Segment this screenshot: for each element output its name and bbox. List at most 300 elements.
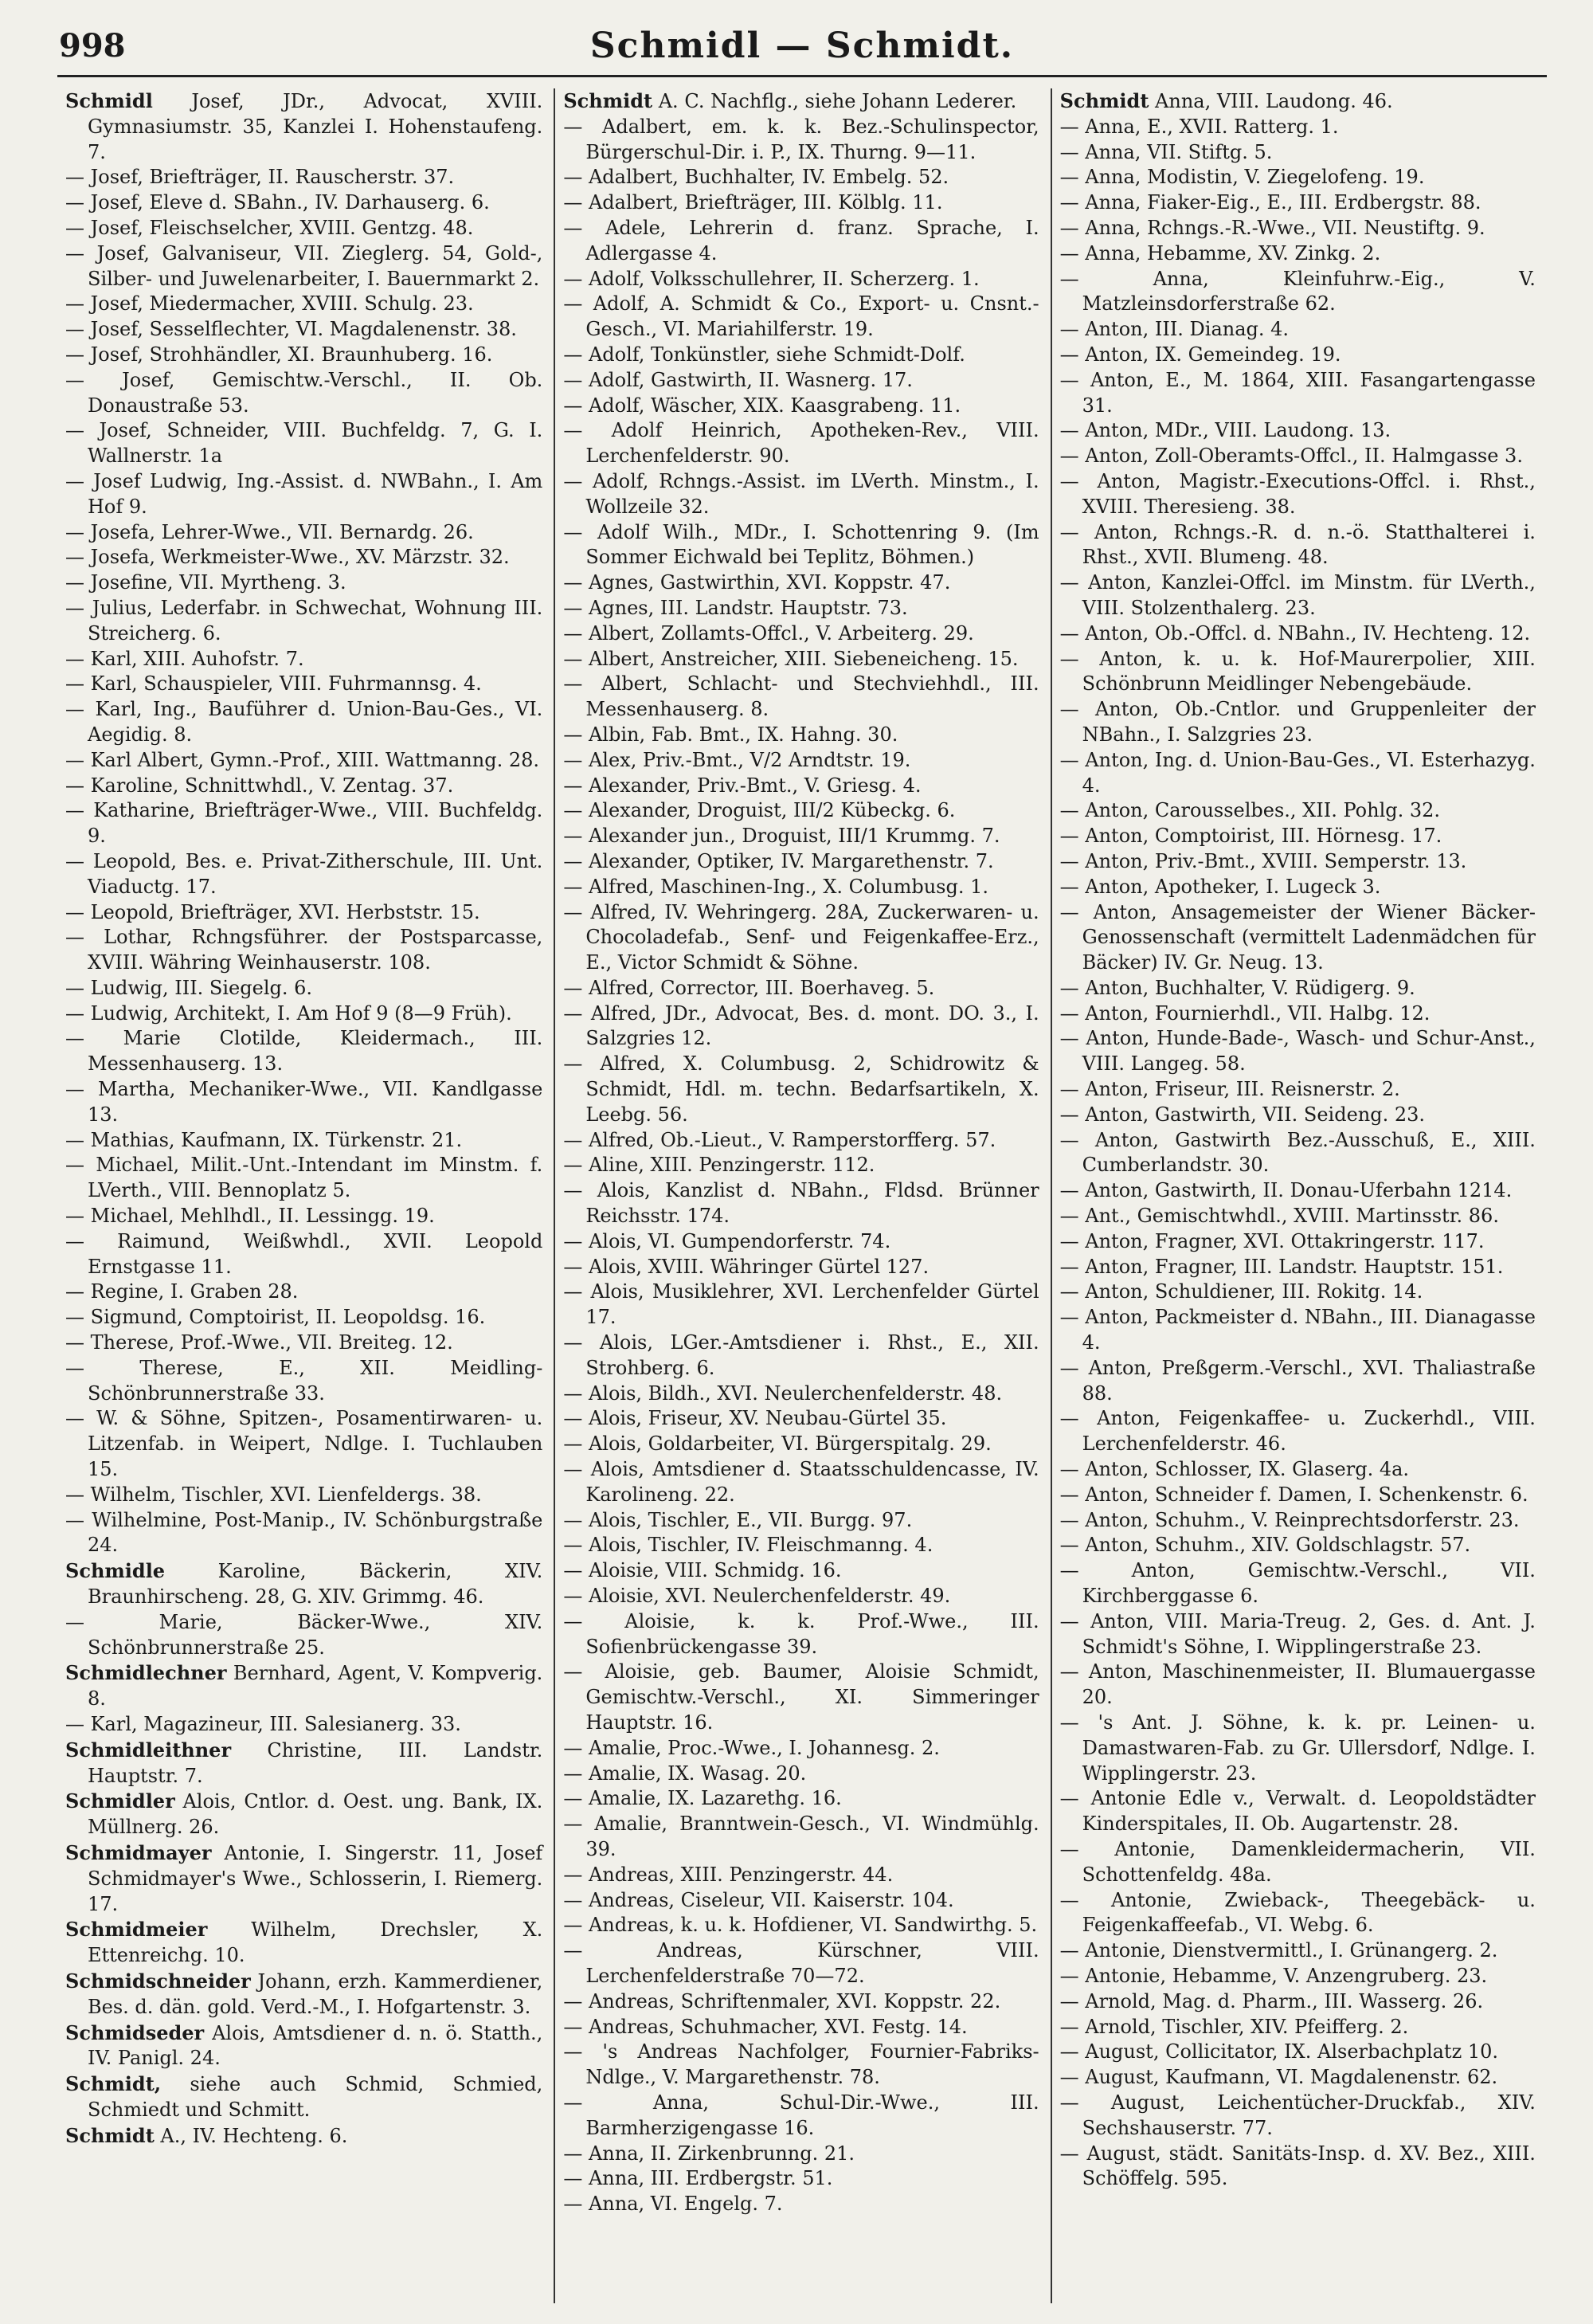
- entry-text: — Anton, Rchngs.-R. d. n.-ö. Statthalterei i. Rhst., XVII. Blumeng. 48.: [1059, 520, 1536, 569]
- entry-text: — Arnold, Tischler, XIV. Pfeifferg. 2.: [1059, 2015, 1409, 2038]
- directory-entry: [563, 2142, 1039, 2167]
- directory-entry: [1060, 368, 1536, 419]
- entry-text: — Alfred, Ob.-Lieut., V. Ramperstorfferg. 57.: [563, 1128, 996, 1151]
- directory-entry: [563, 190, 1039, 216]
- directory-entry: [1060, 1280, 1536, 1305]
- directory-entry: [1060, 241, 1536, 267]
- directory-entry: [563, 520, 1039, 571]
- entry-text: Johann, erzh. Kammerdiener, Bes. d. dän. gold. Verd.-M., I. Hofgartenstr. 3.: [88, 1969, 543, 2018]
- directory-entry: [65, 469, 542, 520]
- entry-text: — Anna, Schul-Dir.-Wwe., III. Barmherzigengasse 16.: [563, 2091, 1039, 2139]
- entry-text: — Amalie, IX. Wasag. 20.: [563, 1762, 807, 1785]
- directory-entry: [65, 1840, 542, 1917]
- entry-text: — Anton, Magistr.-Executions-Offcl. i. Rhst., XVIII. Theresieng. 38.: [1059, 469, 1536, 518]
- directory-entry: [65, 976, 542, 1001]
- directory-entry: [1060, 165, 1536, 190]
- directory-entry: [65, 545, 542, 570]
- directory-entry: [1060, 748, 1536, 799]
- entry-text: — Alois, VI. Gumpendorferstr. 74.: [563, 1229, 891, 1252]
- entry-text: — Regine, I. Graben 28.: [65, 1280, 299, 1303]
- directory-entry: [1060, 1711, 1536, 1786]
- entry-text: — Aloisie, XVI. Neulerchenfelderstr. 49.: [563, 1585, 951, 1608]
- directory-entry: [563, 1128, 1039, 1154]
- directory-entry: [65, 2071, 542, 2123]
- directory-entry: [65, 647, 542, 672]
- directory-entry: [1060, 1001, 1536, 1027]
- directory-entry: [563, 1584, 1039, 1609]
- entry-text: — Anton, Schlosser, IX. Glaserg. 4a.: [1059, 1458, 1410, 1481]
- entry-text: — Anton, Zoll-Oberamts-Offcl., II. Halmgasse 3.: [1059, 445, 1523, 468]
- entry-text: — Lothar, Rchngsführer. der Postsparcasse, XVIII. Währing Weinhauserstr. 108.: [65, 926, 543, 974]
- directory-entry: [563, 875, 1039, 900]
- entry-text: — Adolf, Tonkünstler, siehe Schmidt-Dolf.: [563, 343, 965, 366]
- entry-text: — Josef Ludwig, Ing.-Assist. d. NWBahn., I. Am Hof 9.: [65, 469, 543, 518]
- entry-text: Bernhard, Agent, V. Kompverig. 8.: [88, 1662, 543, 1711]
- entry-text: — Katharine, Briefträger-Wwe., VIII. Buchfeldg. 9.: [65, 799, 543, 848]
- entry-text: — Adolf, Volksschullehrer, II. Scherzerg. 1.: [563, 267, 980, 290]
- directory-entry: [1060, 115, 1536, 140]
- entry-text: — Adolf, Wäscher, XIX. Kaasgrabeng. 11.: [563, 394, 961, 417]
- directory-entry: [65, 925, 542, 976]
- entry-text: — Adalbert, Briefträger, III. Kölblg. 11.: [563, 191, 943, 214]
- directory-entry: [65, 1153, 542, 1204]
- directory-entry: [563, 418, 1039, 469]
- directory-entry: [563, 165, 1039, 190]
- directory-entry: [1060, 469, 1536, 520]
- directory-entry: [1060, 1356, 1536, 1407]
- directory-entry: [1060, 697, 1536, 748]
- directory-entry: [1060, 1457, 1536, 1483]
- entry-text: — Michael, Milit.-Unt.-Intendant im Minstm. f. LVerth., VIII. Bennoplatz 5.: [65, 1154, 543, 1202]
- directory-entry: [1060, 1660, 1536, 1711]
- entry-surname: Schmidt: [1059, 89, 1149, 112]
- entry-text: — Martha, Mechaniker-Wwe., VII. Kandlgasse 13.: [65, 1078, 543, 1126]
- directory-entry: [563, 900, 1039, 976]
- entry-text: — Alfred, IV. Wehringerg. 28A, Zuckerwaren- u. Chocoladefab., Senf- und Feigenkaffee-Erz., E., Victor Schmidt & Söhne.: [563, 900, 1039, 974]
- directory-entry: [65, 1280, 542, 1305]
- entry-text: — Anton, Ob.-Cntlor. und Gruppenleiter der NBahn., I. Salzgries 23.: [1059, 698, 1536, 746]
- directory-entry: [563, 723, 1039, 748]
- directory-entry: [65, 798, 542, 849]
- entry-text: — Amalie, IX. Lazarethg. 16.: [563, 1787, 842, 1810]
- entry-text: — Michael, Mehlhdl., II. Lessingg. 19.: [65, 1205, 435, 1228]
- directory-entry: [1060, 1508, 1536, 1534]
- entry-text: — Adolf, A. Schmidt & Co., Export- u. Cnsnt.-Gesch., VI. Mariahilferstr. 19.: [563, 292, 1039, 341]
- entry-text: A., IV. Hechteng. 6.: [154, 2124, 348, 2147]
- entry-text: — Anton, k. u. k. Hof-Maurerpolier, XIII. Schönbrunn Meidlinger Nebengebäude.: [1059, 647, 1536, 696]
- directory-entry: [65, 368, 542, 419]
- entry-text: — Anna, Fiaker-Eig., E., III. Erdbergstr. 88.: [1059, 191, 1481, 214]
- entry-text: — Anton, Schuldiener, III. Rokitg. 14.: [1059, 1280, 1423, 1303]
- entry-text: — Alexander, Droguist, III/2 Kübeckg. 6.: [563, 799, 956, 822]
- directory-entry: [1060, 267, 1536, 318]
- directory-entry: [563, 2015, 1039, 2040]
- directory-entry: [65, 1204, 542, 1229]
- entry-text: — Aloisie, VIII. Schmidg. 16.: [563, 1559, 842, 1582]
- directory-entry: [563, 1863, 1039, 1888]
- directory-entry: [563, 1153, 1039, 1178]
- directory-entry: [563, 570, 1039, 596]
- directory-entry: [563, 115, 1039, 166]
- directory-entry: [563, 1381, 1039, 1407]
- entry-text: — Karl, Ing., Bauführer d. Union-Bau-Ges., VI. Aegidig. 8.: [65, 698, 543, 746]
- entry-text: — Anton, IX. Gemeindeg. 19.: [1059, 343, 1341, 366]
- entry-text: — Alexander, Priv.-Bmt., V. Griesg. 4.: [563, 774, 922, 797]
- entry-text: — Anton, Carousselbes., XII. Pohlg. 32.: [1059, 799, 1441, 822]
- entry-text: Antonie, I. Singerstr. 11, Josef Schmidmayer's Wwe., Schlosserin, I. Riemerg. 17.: [88, 1841, 543, 1915]
- directory-entry: [563, 1457, 1039, 1508]
- entry-text: — Josefa, Lehrer-Wwe., VII. Bernardg. 26.: [65, 520, 474, 543]
- entry-text: — Andreas, Schuhmacher, XVI. Festg. 14.: [563, 2015, 968, 2038]
- entry-text: — 's Andreas Nachfolger, Fournier-Fabriks-Ndlge., V. Margarethenstr. 78.: [563, 2040, 1039, 2089]
- entry-text: — Albert, Anstreicher, XIII. Siebeneicheng. 15.: [563, 647, 1019, 670]
- directory-entry: [1060, 570, 1536, 621]
- entry-text: — Anton, Gastwirth, VII. Seideng. 23.: [1059, 1103, 1426, 1126]
- directory-entry: [1060, 1103, 1536, 1128]
- entry-text: — Anton, Schneider f. Damen, I. Schenkenstr. 6.: [1059, 1483, 1528, 1506]
- entry-text: — August, Leichentücher-Druckfab., XIV. Sechshauserstr. 77.: [1059, 2091, 1536, 2139]
- directory-entry: [563, 596, 1039, 621]
- directory-entry: [65, 165, 542, 190]
- entry-text: — Josefine, VII. Myrtheng. 3.: [65, 571, 346, 594]
- entry-text: — Alois, LGer.-Amtsdiener i. Rhst., E., XII. Strohberg. 6.: [563, 1331, 1039, 1379]
- directory-entry: [65, 1558, 542, 1610]
- directory-entry: [563, 2192, 1039, 2217]
- entry-text: — Andreas, Schriftenmaler, XVI. Koppstr. 22.: [563, 1989, 1001, 2012]
- directory-entry: [65, 2123, 542, 2150]
- directory-entry: [1060, 444, 1536, 469]
- entry-text: — Karoline, Schnittwhdl., V. Zentag. 37.: [65, 774, 454, 797]
- entry-text: — Ludwig, Architekt, I. Am Hof 9 (8—9 Früh).: [65, 1001, 512, 1025]
- directory-entry: [563, 621, 1039, 647]
- directory-entry: [1060, 2142, 1536, 2193]
- entry-text: — Anton, Fragner, XVI. Ottakringerstr. 117.: [1059, 1229, 1485, 1252]
- entry-text: — Anton, Fournierhdl., VII. Halbg. 12.: [1059, 1001, 1431, 1025]
- entry-text: — Antonie, Damenkleidermacherin, VII. Schottenfeldg. 48a.: [1059, 1837, 1536, 1886]
- directory-entry: [1060, 1178, 1536, 1204]
- entry-text: — Alois, Tischler, IV. Fleischmanng. 4.: [563, 1534, 933, 1557]
- entry-text: — Andreas, Ciseleur, VII. Kaiserstr. 104.: [563, 1888, 954, 1911]
- directory-entry: [65, 1026, 542, 1077]
- entry-text: — Antonie, Dienstvermittl., I. Grünangerg. 2.: [1059, 1939, 1498, 1962]
- entry-text: — Josef, Miedermacher, XVIII. Schulg. 23.: [65, 292, 474, 315]
- directory-entry: [563, 1331, 1039, 1381]
- entry-text: — Andreas, Kürschner, VIII. Lerchenfelderstraße 70—72.: [563, 1939, 1039, 1987]
- entry-text: — Anton, MDr., VIII. Laudong. 13.: [1059, 419, 1391, 442]
- directory-entry: [563, 798, 1039, 824]
- entry-text: — Anton, Apotheker, I. Lugeck 3.: [1059, 875, 1381, 898]
- directory-entry: [1060, 1483, 1536, 1508]
- directory-entry: [563, 647, 1039, 672]
- entry-text: — Josefa, Werkmeister-Wwe., XV. Märzstr. 32.: [65, 546, 510, 569]
- entry-surname: Schmidle: [65, 1559, 166, 1583]
- directory-entry: [65, 1660, 542, 1712]
- directory-entry: [563, 824, 1039, 849]
- entry-text: — Anton, III. Dianag. 4.: [1059, 318, 1290, 341]
- directory-entry: [65, 88, 542, 165]
- directory-entry: [563, 1736, 1039, 1762]
- directory-entry: [1060, 1964, 1536, 1989]
- directory-entry: [1060, 190, 1536, 216]
- entry-text: — Adolf, Gastwirth, II. Wasnerg. 17.: [563, 368, 913, 391]
- entry-surname: Schmidler: [65, 1789, 175, 1813]
- entry-text: — Anna, Kleinfuhrw.-Eig., V. Matzleinsdorferstraße 62.: [1059, 267, 1536, 315]
- directory-entry: [65, 596, 542, 647]
- entry-text: — Josef, Eleve d. SBahn., IV. Darhauserg. 6.: [65, 191, 490, 214]
- entry-surname: Schmidschneider: [65, 1969, 251, 1993]
- directory-entry: [65, 748, 542, 774]
- directory-entry: [65, 216, 542, 241]
- entry-text: — Anton, Gastwirth Bez.-Ausschuß, E., XIII. Cumberlandstr. 30.: [1059, 1128, 1536, 1177]
- entry-text: — Adolf, Rchngs.-Assist. im LVerth. Minstm., I. Wollzeile 32.: [563, 469, 1039, 518]
- directory-entry: [65, 774, 542, 799]
- entry-text: — Adalbert, em. k. k. Bez.-Schulinspector, Bürgerschul-Dir. i. P., IX. Thurng. 9—11.: [563, 115, 1039, 163]
- entry-text: — Wilhelmine, Post-Manip., IV. Schönburgstraße 24.: [65, 1508, 543, 1557]
- entry-text: — Anton, VIII. Maria-Treug. 2, Ges. d. Ant. J. Schmidt's Söhne, I. Wipplingerstraße 23.: [1059, 1609, 1536, 1658]
- entry-text: — Ant., Gemischtwhdl., XVIII. Martinsstr. 86.: [1059, 1205, 1499, 1228]
- entry-text: — Josef, Sesselflechter, VI. Magdalenenstr. 38.: [65, 318, 517, 341]
- directory-entry: [65, 1356, 542, 1407]
- entry-text: — August, Collicitator, IX. Alserbachplatz 10.: [1059, 2040, 1499, 2063]
- entry-text: — Karl, XIII. Auhofstr. 7.: [65, 647, 304, 670]
- directory-entry: [1060, 1888, 1536, 1939]
- directory-entry: [65, 241, 542, 292]
- directory-entry: [65, 292, 542, 317]
- directory-entry: [65, 1610, 542, 1661]
- entry-surname: Schmidseder: [65, 2020, 205, 2044]
- entry-text: Anna, VIII. Laudong. 46.: [1149, 90, 1393, 112]
- directory-entry: [563, 1558, 1039, 1584]
- directory-entry: [65, 1483, 542, 1508]
- directory-entry: [1060, 824, 1536, 849]
- entry-text: — Andreas, XIII. Penzingerstr. 44.: [563, 1863, 894, 1886]
- entry-text: — Agnes, III. Landstr. Hauptstr. 73.: [563, 596, 908, 619]
- directory-entry: [1060, 140, 1536, 166]
- directory-entry: [1060, 1938, 1536, 1964]
- directory-entry: [563, 1913, 1039, 1938]
- directory-entry: [563, 1660, 1039, 1735]
- entry-text: — W. & Söhne, Spitzen-, Posamentirwaren- u. Litzenfab. in Weipert, Ndlge. I. Tuchlauben 15.: [65, 1407, 543, 1481]
- entry-text: — Aline, XIII. Penzingerstr. 112.: [563, 1154, 875, 1177]
- entry-text: — Anna, VI. Engelg. 7.: [563, 2193, 783, 2216]
- entry-surname: Schmidt: [65, 2123, 155, 2147]
- entry-text: — Anton, Ing. d. Union-Bau-Ges., VI. Esterhazyg. 4.: [1059, 748, 1536, 797]
- entry-text: — Adolf Wilh., MDr., I. Schottenring 9. (Im Sommer Eichwald bei Teplitz, Böhmen.): [563, 520, 1039, 569]
- entry-text: — Anton, Feigenkaffee- u. Zuckerhdl., VIII. Lerchenfelderstr. 46.: [1059, 1407, 1536, 1456]
- entry-text: — Karl, Schauspieler, VIII. Fuhrmannsg. 4.: [65, 672, 482, 696]
- directory-entry: [65, 1738, 542, 1789]
- directory-entry: [563, 748, 1039, 774]
- directory-entry: [563, 292, 1039, 343]
- directory-entry: [65, 520, 542, 546]
- directory-entry: [1060, 1786, 1536, 1837]
- entry-text: — Albert, Zollamts-Offcl., V. Arbeiterg. 29.: [563, 621, 974, 645]
- entry-text: — Anton, Kanzlei-Offcl. im Minstm. für LVerth., VIII. Stolzenthalerg. 23.: [1059, 571, 1536, 619]
- directory-entry: [65, 418, 542, 469]
- entry-text: — Alois, Goldarbeiter, VI. Bürgerspitalg. 29.: [563, 1432, 992, 1456]
- directory-entry: [1060, 1255, 1536, 1280]
- entry-text: — Anna, II. Zirkenbrunng. 21.: [563, 2142, 855, 2165]
- directory-entry: [563, 394, 1039, 419]
- entry-text: — Anton, Fragner, III. Landstr. Hauptstr. 151.: [1059, 1255, 1504, 1278]
- entry-text: Wilhelm, Drechsler, X. Ettenreichg. 10.: [88, 1918, 543, 1967]
- entry-text: — Alfred, X. Columbusg. 2, Schidrowitz & Schmidt, Hdl. m. techn. Bedarfsartikeln, X. Leebg. 56.: [563, 1052, 1039, 1126]
- directory-columns: [57, 88, 1547, 2303]
- entry-text: — Anton, Comptoirist, III. Hörnesg. 17.: [1059, 825, 1442, 848]
- entry-text: — Alfred, Maschinen-Ing., X. Columbusg. 1.: [563, 875, 989, 898]
- entry-text: — Alex, Priv.-Bmt., V/2 Arndtstr. 19.: [563, 748, 911, 771]
- directory-entry: [563, 2091, 1039, 2142]
- entry-text: — Anton, Packmeister d. NBahn., III. Dianagasse 4.: [1059, 1306, 1536, 1354]
- directory-entry: [65, 2020, 542, 2072]
- entry-text: — August, Kaufmann, VI. Magdalenenstr. 62.: [1059, 2066, 1498, 2089]
- entry-text: — Alois, Musiklehrer, XVI. Lerchenfelder Gürtel 17.: [563, 1280, 1039, 1329]
- directory-entry: [1060, 1558, 1536, 1609]
- directory-entry: [65, 1229, 542, 1280]
- directory-entry: [563, 216, 1039, 267]
- entry-text: — Alois, Kanzlist d. NBahn., Fldsd. Brünner Reichsstr. 174.: [563, 1179, 1039, 1228]
- entry-text: — Leopold, Briefträger, XVI. Herbststr. 15.: [65, 900, 480, 923]
- entry-text: — Alfred, JDr., Advocat, Bes. d. mont. DO. 3., I. Salzgries 12.: [563, 1001, 1039, 1050]
- directory-entry: [1060, 1077, 1536, 1103]
- entry-surname: Schmidt: [563, 89, 653, 112]
- entry-text: — 's Ant. J. Söhne, k. k. pr. Leinen- u. Damastwaren-Fab. zu Gr. Ullersdorf, Ndlge. I. Wipplingerstr. 23.: [1059, 1711, 1536, 1785]
- page-number: 998: [59, 27, 126, 65]
- directory-entry: [1060, 621, 1536, 647]
- entry-text: — Anton, Ansagemeister der Wiener Bäcker-Genossenschaft (vermittelt Ladenmädchen für Bäcker) IV. Gr. Neug. 13.: [1059, 900, 1536, 974]
- directory-entry: [1060, 798, 1536, 824]
- entry-text: — Anna, Rchngs.-R.-Wwe., VII. Neustiftg. 9.: [1059, 216, 1485, 239]
- directory-entry: [563, 88, 1039, 115]
- entry-text: — Amalie, Proc.-Wwe., I. Johannesg. 2.: [563, 1736, 940, 1759]
- entry-text: — Therese, E., XII. Meidling-Schönbrunnerstraße 33.: [65, 1356, 543, 1405]
- directory-entry: [1060, 1609, 1536, 1660]
- directory-entry: [1060, 216, 1536, 241]
- entry-text: — Aloisie, k. k. Prof.-Wwe., III. Sofienbrückengasse 39.: [563, 1609, 1039, 1658]
- directory-entry: [1060, 88, 1536, 115]
- entry-text: — Aloisie, geb. Baumer, Aloisie Schmidt, Gemischtw.-Verschl., XI. Simmeringer Hauptstr. 16.: [563, 1660, 1039, 1734]
- entry-text: — Julius, Lederfabr. in Schwechat, Wohnung III. Streicherg. 6.: [65, 596, 543, 645]
- entry-text: — Anna, E., XVII. Ratterg. 1.: [1059, 115, 1339, 138]
- directory-entry: [1060, 875, 1536, 900]
- directory-entry: [563, 976, 1039, 1001]
- directory-entry: [563, 1533, 1039, 1558]
- entry-text: — Anna, Hebamme, XV. Zinkg. 2.: [1059, 241, 1381, 265]
- entry-text: — Anton, E., M. 1864, XIII. Fasangartengasse 31.: [1059, 368, 1536, 417]
- directory-entry: [563, 849, 1039, 875]
- directory-entry: [563, 1762, 1039, 1787]
- entry-text: — Alfred, Corrector, III. Boerhaveg. 5.: [563, 976, 935, 999]
- running-title: Schmidl — Schmidt.: [589, 25, 1015, 66]
- entry-text: — Josef, Fleischselcher, XVIII. Gentzg. 48.: [65, 216, 474, 239]
- entry-text: — Arnold, Mag. d. Pharm., III. Wasserg. 26.: [1059, 1989, 1484, 2012]
- entry-text: — Anton, Friseur, III. Reisnerstr. 2.: [1059, 1078, 1400, 1101]
- entry-text: — Adele, Lehrerin d. franz. Sprache, I. Adlergasse 4.: [563, 216, 1039, 265]
- directory-entry: [563, 368, 1039, 394]
- entry-text: — Alois, Tischler, E., VII. Burgg. 97.: [563, 1508, 913, 1531]
- entry-text: — Anton, Buchhalter, V. Rüdigerg. 9.: [1059, 976, 1415, 999]
- directory-entry: [65, 1128, 542, 1154]
- directory-entry: [1060, 2040, 1536, 2065]
- entry-text: — Sigmund, Comptoirist, II. Leopoldsg. 16.: [65, 1306, 486, 1329]
- directory-entry: [65, 1789, 542, 1840]
- directory-entry: [563, 672, 1039, 723]
- entry-text: — Ludwig, III. Siegelg. 6.: [65, 976, 313, 999]
- directory-entry: [65, 190, 542, 216]
- entry-text: — Alexander jun., Droguist, III/1 Krummg. 7.: [563, 825, 1000, 848]
- directory-entry: [563, 1001, 1039, 1052]
- directory-entry: [563, 1178, 1039, 1229]
- entry-surname: Schmidlechner: [65, 1661, 227, 1685]
- entry-text: — Alois, Friseur, XV. Neubau-Gürtel 35.: [563, 1407, 947, 1430]
- entry-text: — Josef, Gemischtw.-Verschl., II. Ob. Donaustraße 53.: [65, 368, 543, 417]
- directory-column-right: [1051, 88, 1547, 2303]
- directory-entry: [563, 469, 1039, 520]
- entry-text: — Anton, Ob.-Offcl. d. NBahn., IV. Hechteng. 12.: [1059, 621, 1531, 645]
- entry-text: — Anton, Preßgerm.-Verschl., XVI. Thaliastraße 88.: [1059, 1356, 1536, 1405]
- directory-entry: [1060, 2015, 1536, 2040]
- directory-entry: [65, 343, 542, 368]
- directory-entry: [65, 1077, 542, 1128]
- entry-text: — Anton, Hunde-Bade-, Wasch- und Schur-Anst., VIII. Langeg. 58.: [1059, 1027, 1536, 1076]
- directory-entry: [563, 267, 1039, 292]
- entry-text: — Albin, Fab. Bmt., IX. Hahng. 30.: [563, 723, 898, 746]
- directory-entry: [1060, 647, 1536, 698]
- directory-entry: [1060, 2065, 1536, 2091]
- directory-entry: [1060, 976, 1536, 1001]
- directory-entry: [1060, 343, 1536, 368]
- directory-entry: [563, 1989, 1039, 2015]
- directory-entry: [1060, 1406, 1536, 1457]
- entry-text: — Alois, XVIII. Währinger Gürtel 127.: [563, 1255, 930, 1278]
- directory-entry: [563, 1255, 1039, 1280]
- directory-column-middle: [554, 88, 1050, 2303]
- directory-entry: [1060, 1533, 1536, 1558]
- entry-text: — Amalie, Branntwein-Gesch., VI. Windmühlg. 39.: [563, 1813, 1039, 1860]
- directory-entry: [65, 570, 542, 596]
- entry-text: Christine, III. Landstr. Hauptstr. 7.: [88, 1738, 543, 1787]
- entry-text: — Anton, Schuhm., XIV. Goldschlagstr. 57.: [1059, 1534, 1471, 1557]
- entry-text: — Antonie, Zwieback-, Theegebäck- u. Feigenkaffeefab., VI. Webg. 6.: [1059, 1888, 1536, 1937]
- entry-text: — Albert, Schlacht- und Stechviehhdl., III. Messenhauserg. 8.: [563, 672, 1039, 721]
- directory-entry: [65, 697, 542, 748]
- directory-column-left: [57, 88, 554, 2303]
- directory-entry: [563, 1432, 1039, 1457]
- entry-text: — Anton, Gemischtw.-Verschl., VII. Kirchberggasse 6.: [1059, 1559, 1536, 1608]
- directory-entry: [65, 1331, 542, 1356]
- directory-entry: [65, 1305, 542, 1331]
- entry-surname: Schmidmayer: [65, 1840, 212, 1864]
- directory-entry: [563, 1508, 1039, 1534]
- entry-text: — Alois, Amtsdiener d. Staatsschuldencasse, IV. Karolineng. 22.: [563, 1458, 1039, 1506]
- entry-text: — Agnes, Gastwirthin, XVI. Koppstr. 47.: [563, 571, 951, 594]
- directory-entry: [1060, 1989, 1536, 2015]
- entry-text: — Josef, Briefträger, II. Rauscherstr. 37.: [65, 166, 455, 189]
- entry-text: — Marie, Bäcker-Wwe., XIV. Schönbrunnerstraße 25.: [65, 1610, 543, 1659]
- entry-text: — Marie Clotilde, Kleidermach., III. Messenhauserg. 13.: [65, 1027, 543, 1076]
- entry-text: — Adalbert, Buchhalter, IV. Embelg. 52.: [563, 166, 949, 189]
- page-header: [57, 22, 1547, 77]
- entry-text: — Alexander, Optiker, IV. Margarethenstr. 7.: [563, 849, 994, 872]
- directory-entry: [1060, 1204, 1536, 1229]
- entry-text: — Anton, Gastwirth, II. Donau-Uferbahn 1214.: [1059, 1179, 1513, 1202]
- directory-entry: [1060, 1026, 1536, 1077]
- directory-entry: [563, 1229, 1039, 1255]
- entry-text: — Alois, Bildh., XVI. Neulerchenfelderstr. 48.: [563, 1381, 1003, 1405]
- entry-text: — Antonie Edle v., Verwalt. d. Leopoldstädter Kinderspitales, II. Ob. Augartenstr. 28.: [1059, 1787, 1536, 1836]
- entry-text: — Josef, Strohhändler, XI. Braunhuberg. 16.: [65, 343, 493, 366]
- directory-entry: [1060, 1229, 1536, 1255]
